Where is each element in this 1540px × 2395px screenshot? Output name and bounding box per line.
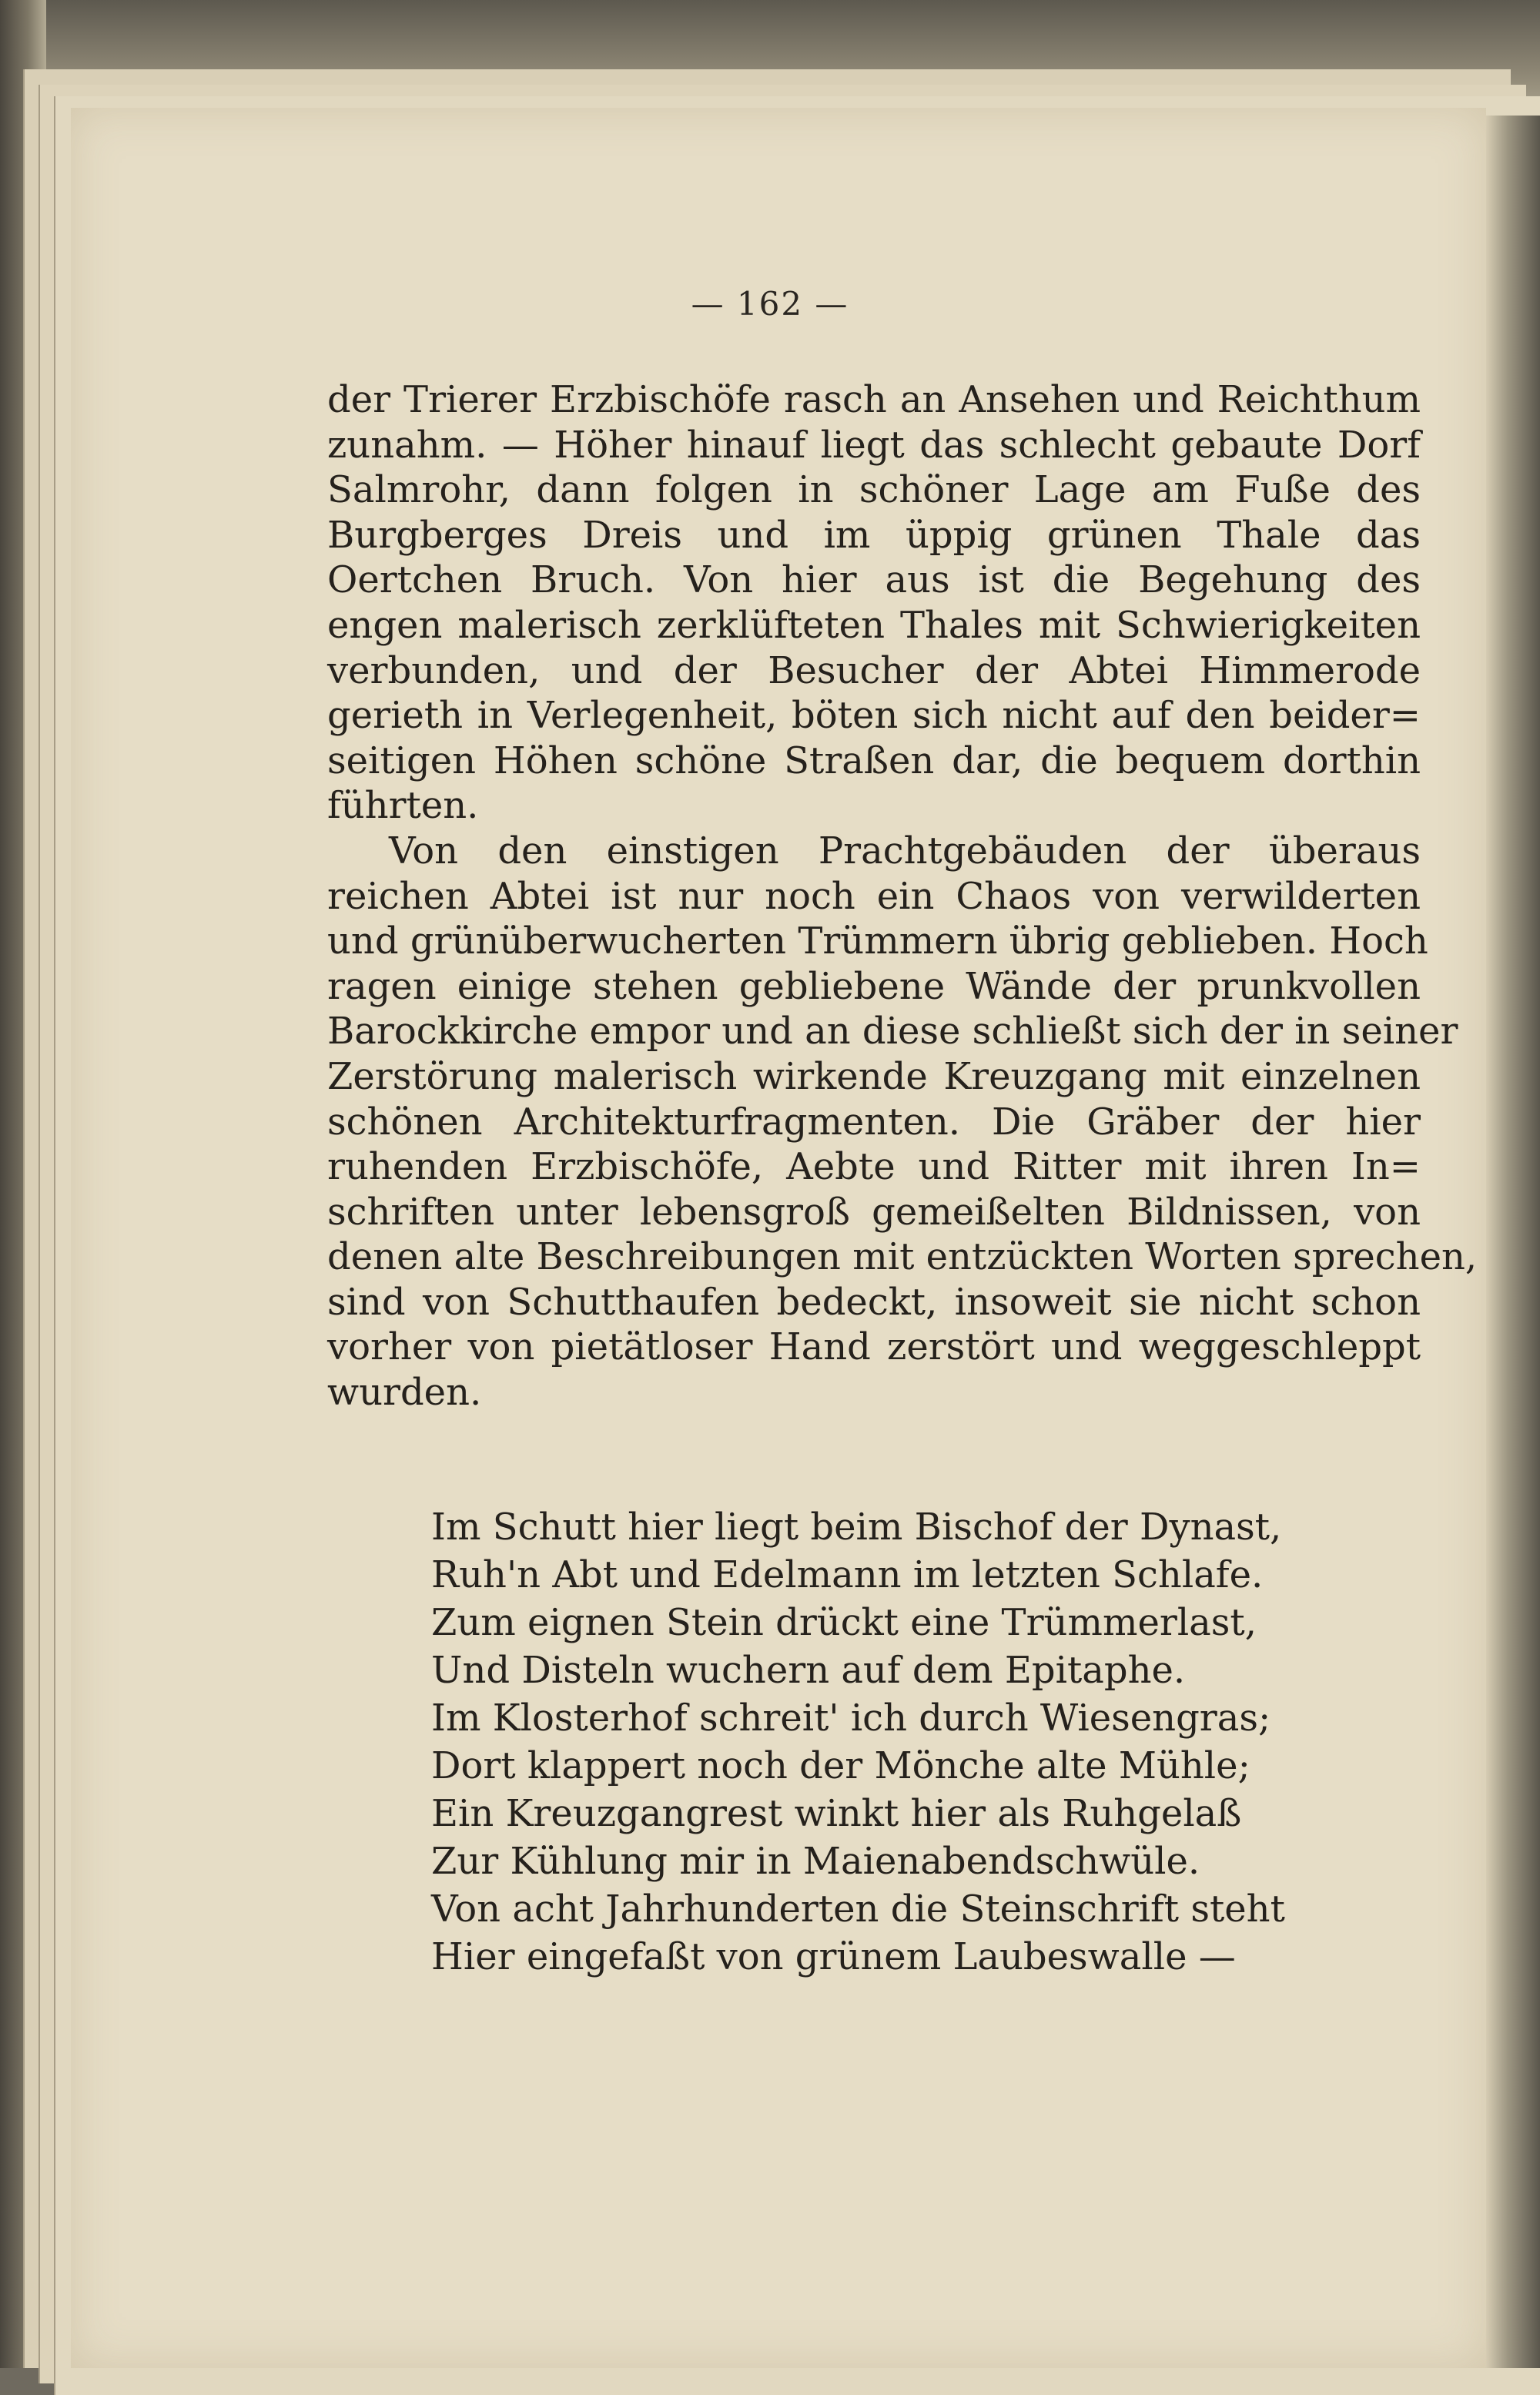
verse-line: Ruh'n Abt und Edelmann im letzten Schlafe. bbox=[431, 1553, 1264, 1596]
paragraph-2 bbox=[327, 829, 1478, 1415]
verse-line: Im Klosterhof schreit' ich durch Wiesengras; bbox=[431, 1697, 1271, 1740]
text-line: führten. bbox=[327, 784, 479, 828]
text-line: reichen Abtei ist nur noch ein Chaos von verwilderten bbox=[327, 874, 1421, 918]
text-line: sind von Schutthaufen bedeckt, insoweit sie nicht schon bbox=[327, 1280, 1421, 1324]
paragraph-1 bbox=[327, 377, 1421, 829]
book-right-edge bbox=[1486, 116, 1540, 2368]
text-line: der Trierer Erzbischöfe rasch an Ansehen und Reichthum bbox=[327, 378, 1421, 421]
text-line: engen malerisch zerklüfteten Thales mit Schwierigkeiten bbox=[327, 603, 1421, 647]
text-line: zunahm. — Höher hinauf liegt das schlecht gebaute Dorf bbox=[327, 423, 1421, 467]
text-line: schriften unter lebensgroß gemeißelten Bildnissen, von bbox=[327, 1190, 1421, 1234]
verse-line: Ein Kreuzgangrest winkt hier als Ruhgelaß bbox=[431, 1792, 1242, 1835]
verse-line: Und Disteln wuchern auf dem Epitaphe. bbox=[431, 1649, 1186, 1692]
text-line: denen alte Beschreibungen mit entzückten Worten sprechen, bbox=[327, 1235, 1478, 1279]
text-line: Zerstörung malerisch wirkende Kreuzgang mit einzelnen bbox=[327, 1054, 1421, 1098]
poem-stanza-2 bbox=[431, 1694, 1270, 1885]
text-line: wurden. bbox=[327, 1371, 482, 1415]
poem-stanza-3 bbox=[431, 1885, 1285, 1981]
text-line: schönen Architekturfragmenten. Die Gräber der hier bbox=[327, 1100, 1421, 1144]
text-line: Salmrohr, dann folgen in schöner Lage am Fuße des bbox=[327, 468, 1421, 512]
poem-stanza-1 bbox=[431, 1503, 1281, 1694]
verse-line: Hier eingefaßt von grünem Laubeswalle — bbox=[431, 1935, 1236, 1978]
text-line: Barockkirche empor und an diese schließt sich der in seiner bbox=[327, 1010, 1458, 1053]
text-line: seitigen Höhen schöne Straßen dar, die bequem dorthin bbox=[327, 739, 1421, 782]
text-line: ragen einige stehen gebliebene Wände der prunkvollen bbox=[327, 964, 1421, 1008]
text-line: Von den einstigen Prachtgebäuden der überaus bbox=[389, 829, 1421, 873]
text-line: ruhenden Erzbischöfe, Aebte und Ritter mit ihren In= bbox=[327, 1145, 1421, 1189]
text-line: Oertchen Bruch. Von hier aus ist die Begehung des bbox=[327, 558, 1421, 602]
verse-line: Im Schutt hier liegt beim Bischof der Dynast, bbox=[431, 1506, 1282, 1549]
text-line: vorher von pietätloser Hand zerstört und weggeschleppt bbox=[327, 1325, 1421, 1369]
text-line: gerieth in Verlegenheit, böten sich nicht auf den beider= bbox=[327, 694, 1421, 738]
text-line: verbunden, und der Besucher der Abtei Himmerode bbox=[327, 648, 1421, 692]
text-line: Burgberges Dreis und im üppig grünen Thale das bbox=[327, 513, 1421, 557]
body-text bbox=[327, 377, 1478, 1415]
verse-line: Zur Kühlung mir in Maienabendschwüle. bbox=[431, 1840, 1200, 1883]
verse-line: Von acht Jahrhunderten die Steinschrift steht bbox=[431, 1888, 1285, 1931]
text-line: und grünüberwucherten Trümmern übrig geblieben. Hoch bbox=[327, 919, 1428, 963]
verse-line: Zum eignen Stein drückt eine Trümmerlast, bbox=[431, 1601, 1257, 1644]
page-number: — 162 — bbox=[691, 285, 849, 323]
verse-line: Dort klappert noch der Mönche alte Mühle; bbox=[431, 1744, 1250, 1787]
